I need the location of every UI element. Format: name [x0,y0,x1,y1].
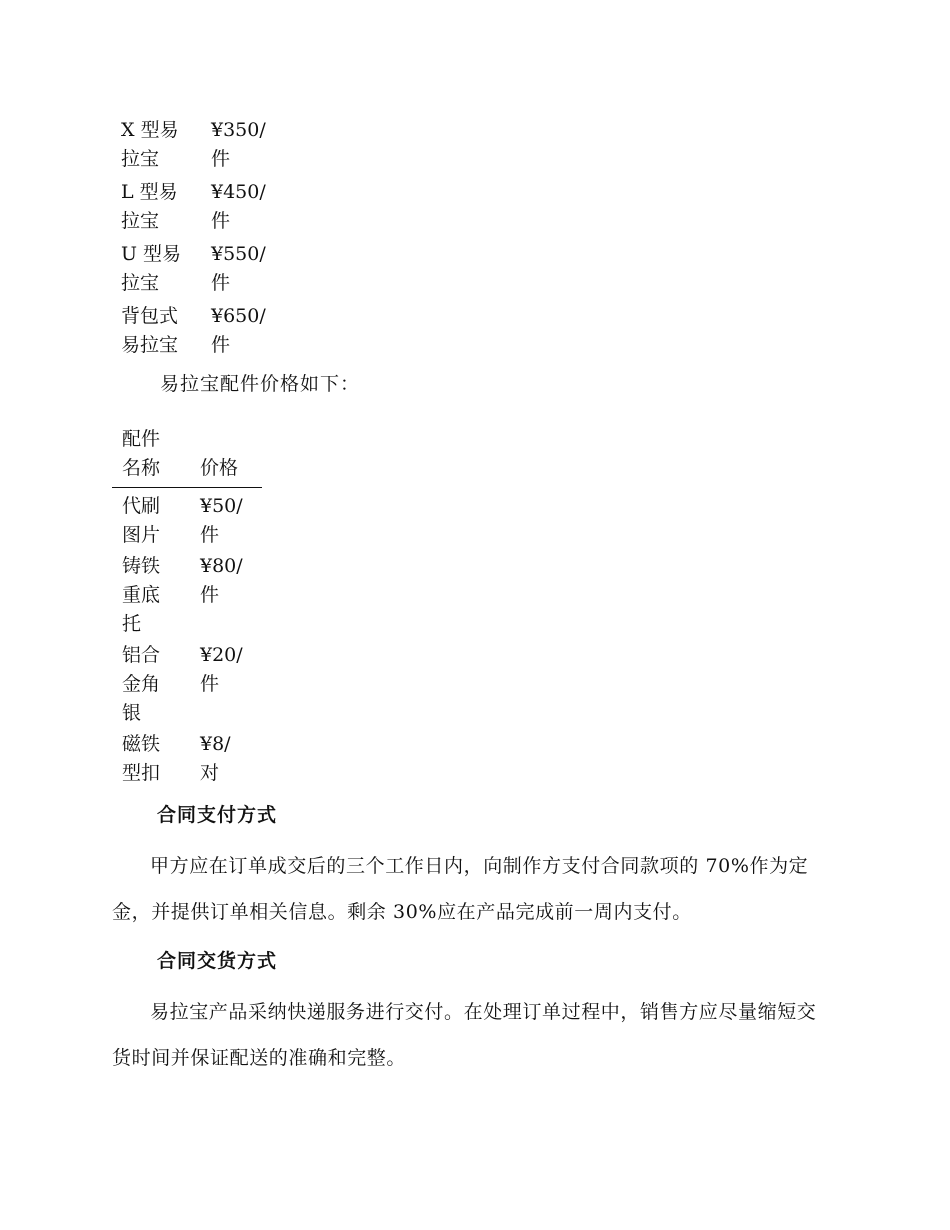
product-name-line: 拉宝 [121,148,160,170]
product-price [211,178,281,236]
section-heading-payment: 合同支付方式 [157,804,278,826]
section-heading-delivery: 合同交货方式 [157,950,278,972]
product-name-line: 拉宝 [121,210,160,232]
accessory-price-line: ¥8/ [200,733,231,755]
accessory-table [112,425,262,788]
product-price-line: ¥550/ [211,243,266,265]
product-price-line: ¥350/ [211,119,266,141]
product-row [121,116,281,174]
table-row [112,641,262,728]
product-name-line: 易拉宝 [121,334,179,356]
accessory-name-line: 铝合 [122,644,161,666]
accessory-price-unit: 件 [200,524,220,546]
accessory-name [122,641,200,728]
accessory-name [122,492,200,550]
product-price-line: ¥450/ [211,181,266,203]
product-name-line: L 型易 [121,181,178,203]
accessory-name-line: 重底 [122,584,161,606]
accessory-name-line: 型扣 [122,762,161,784]
accessory-name-line: 金角 [122,673,161,695]
product-row [121,302,281,360]
accessory-name [122,730,200,788]
table-row [112,730,262,788]
product-price [211,116,281,174]
header-name-line: 名称 [122,457,161,479]
header-name-line: 配件 [122,428,161,450]
accessory-price [200,730,260,788]
product-name [121,302,211,360]
accessory-price-line: ¥80/ [200,555,243,577]
product-name [121,240,211,298]
accessory-price-line: ¥20/ [200,644,243,666]
header-price: 价格 [200,457,239,479]
header-name [122,425,200,483]
accessory-price [200,552,260,639]
product-name [121,178,211,236]
table-row [112,552,262,639]
accessory-name-line: 图片 [122,524,161,546]
product-name [121,116,211,174]
product-row [121,240,281,298]
accessory-name [122,552,200,639]
product-name-line: X 型易 [121,119,179,141]
accessory-name-line: 代刷 [122,495,161,517]
table-header [112,425,262,488]
accessory-name-line: 银 [122,702,142,724]
accessory-name-line: 铸铁 [122,555,161,577]
product-price-line: ¥650/ [211,305,266,327]
accessory-price [200,492,260,550]
accessories-intro: 易拉宝配件价格如下： [160,373,361,395]
accessory-price-unit: 件 [200,673,220,695]
product-name-line: 拉宝 [121,272,160,294]
accessory-name-line: 磁铁 [122,733,161,755]
delivery-paragraph: 易拉宝产品采纳快递服务进行交付。在处理订单过程中，销售方应尽量缩短交货时间并保证配送的准确和完整。 [112,1001,817,1069]
product-name-line: U 型易 [121,243,182,265]
accessory-price [200,641,260,728]
product-price-unit: 件 [211,210,231,232]
product-price-unit: 件 [211,148,231,170]
payment-paragraph: 甲方应在订单成交后的三个工作日内，向制作方支付合同款项的 70%作为定金，并提供订单相关信息。剩余 30%应在产品完成前一周内支付。 [112,855,809,923]
product-price [211,240,281,298]
product-row [121,178,281,236]
product-price-unit: 件 [211,272,231,294]
accessory-price-line: ¥50/ [200,495,243,517]
product-price-unit: 件 [211,334,231,356]
product-price [211,302,281,360]
accessory-price-unit: 件 [200,584,220,606]
product-name-line: 背包式 [121,305,179,327]
accessory-name-line: 托 [122,613,142,635]
table-row [112,492,262,550]
accessory-price-unit: 对 [200,762,220,784]
